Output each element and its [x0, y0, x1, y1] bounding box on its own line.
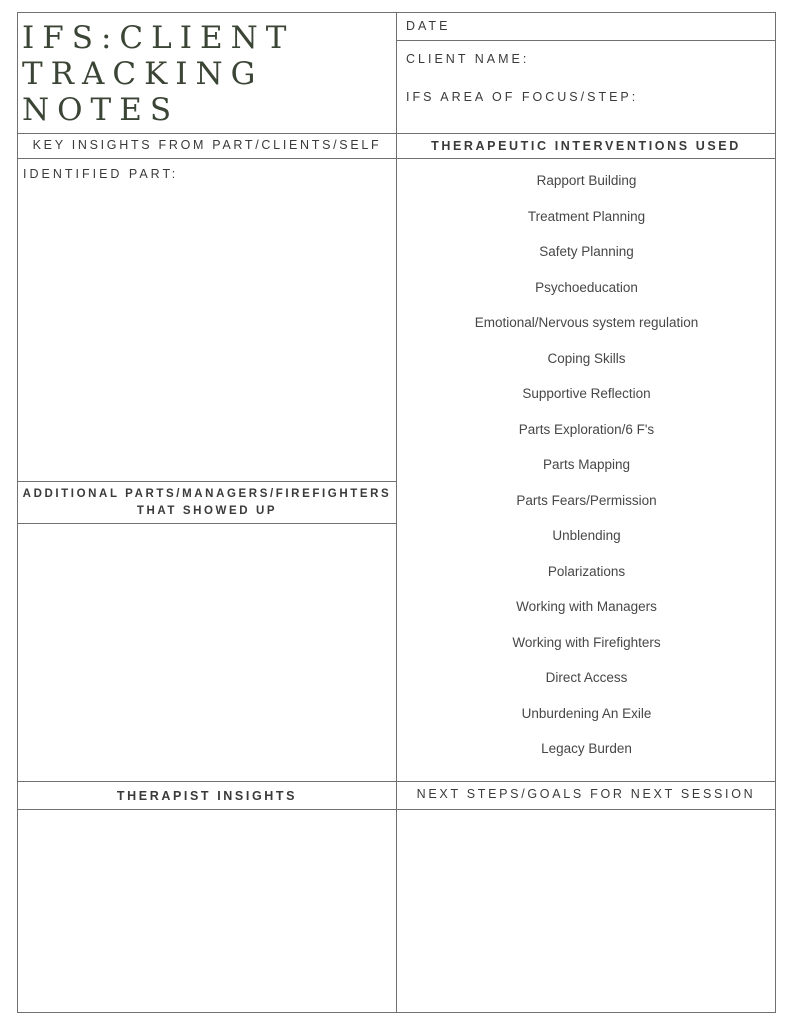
additional-parts-bottom-divider: [17, 523, 397, 524]
intervention-item: Direct Access: [545, 670, 628, 685]
intervention-item: Parts Fears/Permission: [516, 492, 657, 508]
intervention-item: Legacy Burden: [541, 741, 632, 756]
intervention-item: Safety Planning: [539, 244, 634, 259]
additional-parts-heading-line: THAT SHOWED UP: [136, 505, 278, 517]
therapist-insights-heading: THERAPIST INSIGHTS: [116, 789, 298, 803]
border-right: [775, 12, 776, 1013]
intervention-item: Working with Managers: [516, 599, 657, 614]
date-field-label: DATE: [406, 19, 451, 33]
center-divider: [396, 12, 397, 1013]
intervention-item: Emotional/Nervous system regulation: [474, 315, 699, 330]
intervention-item: Parts Exploration/6 F's: [518, 421, 655, 437]
interventions-list: [398, 166, 775, 770]
date-divider: [397, 40, 776, 41]
additional-parts-heading: [18, 486, 396, 520]
intervention-item: Working with Firefighters: [512, 634, 661, 650]
title-line: TRACKING: [22, 56, 264, 92]
intervention-item: Psychoeducation: [535, 279, 638, 295]
section-heading-divider: [17, 158, 776, 159]
additional-parts-top-divider: [17, 481, 397, 482]
intervention-item: Coping Skills: [547, 350, 626, 366]
additional-parts-heading-line: ADDITIONAL PARTS/MANAGERS/FIREFIGHTERS: [22, 488, 392, 500]
identified-part-label: IDENTIFIED PART:: [23, 167, 179, 181]
intervention-item: Treatment Planning: [527, 208, 646, 224]
title-line: NOTES: [22, 92, 180, 128]
intervention-item: Unblending: [552, 528, 621, 543]
next-steps-heading: NEXT STEPS/GOALS FOR NEXT SESSION: [416, 787, 756, 801]
header-divider: [17, 133, 776, 134]
page-title: [22, 20, 294, 128]
title-line: IFS:CLIENT: [22, 20, 295, 56]
intervention-item: Supportive Reflection: [522, 386, 651, 401]
bottom-heading-divider: [17, 809, 776, 810]
key-insights-heading: KEY INSIGHTS FROM PART/CLIENTS/SELF: [32, 138, 382, 152]
intervention-item: Parts Mapping: [542, 457, 631, 472]
interventions-heading: THERAPEUTIC INTERVENTIONS USED: [431, 139, 741, 153]
client-name-field-label: CLIENT NAME:: [406, 52, 530, 66]
intervention-item: Rapport Building: [536, 173, 637, 188]
focus-field-label: IFS AREA OF FOCUS/STEP:: [406, 90, 639, 104]
intervention-item: Unburdening An Exile: [521, 705, 652, 721]
intervention-item: Polarizations: [547, 563, 626, 579]
bottom-section-divider: [17, 781, 776, 782]
